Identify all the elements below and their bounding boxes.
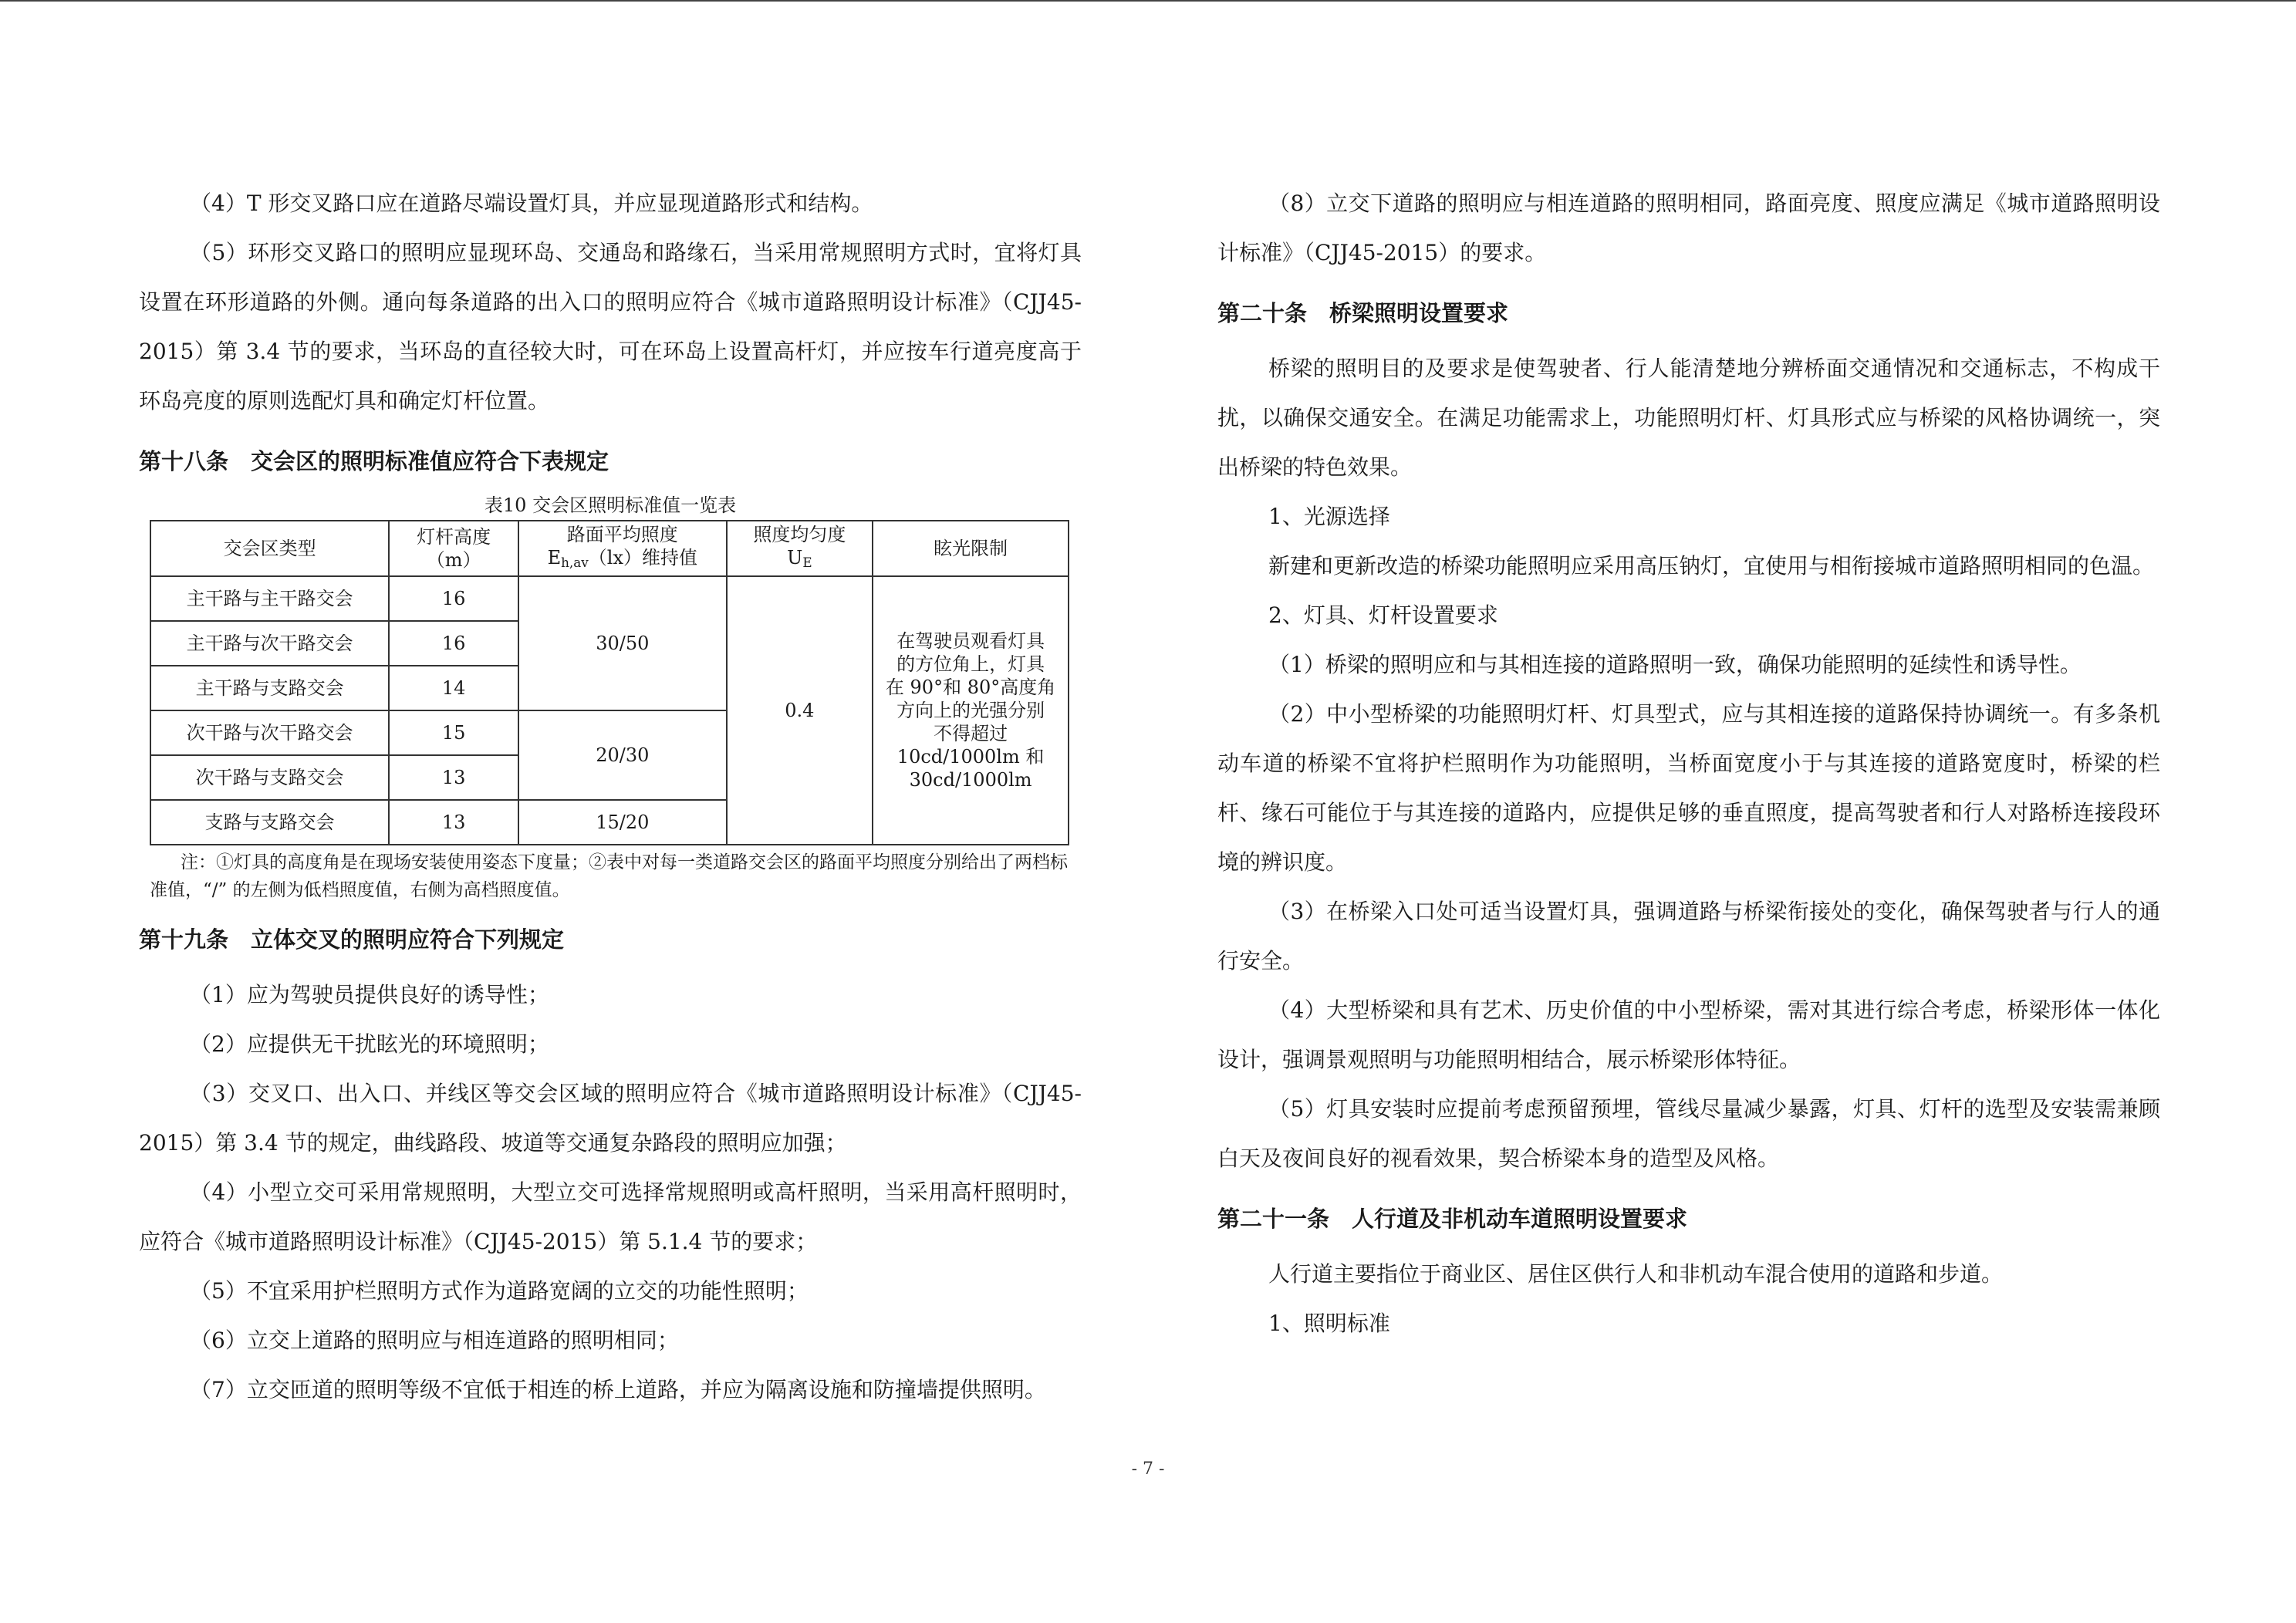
list-item: （3）在桥梁入口处可适当设置灯具，强调道路与桥梁衔接处的变化，确保驾驶者与行人的通行安全。 <box>1217 899 2160 973</box>
paragraph-underpass: （8）立交下道路的照明应与相连道路的照明相同，路面亮度、照度应满足《城市道路照明设计标准》（CJJ45-2015）的要求。 <box>1217 191 2160 265</box>
list-item: （5）不宜采用护栏照明方式作为道路宽阔的立交的功能性照明； <box>190 1278 809 1304</box>
list-item: （7）立交匝道的照明等级不宜低于相连的桥上道路，并应为隔离设施和防撞墙提供照明。 <box>190 1377 1046 1402</box>
heading-article-19: 第十九条 立体交叉的照明应符合下列规定 <box>139 926 565 953</box>
table-note: 注：①灯具的高度角是在现场安装使用姿态下度量；②表中对每一类道路交会区的路面平均照度分别给出了两档标准值，“/” 的左侧为低档照度值，右侧为高档照度值。 <box>150 852 1068 900</box>
paragraph-bridge-purpose: 桥梁的照明目的及要求是使驾驶者、行人能清楚地分辨桥面交通情况和交通标志，不构成干扰，以确保交通安全。在满足功能需求上，功能照明灯杆、灯具形式应与桥梁的风格协调统一，突出桥梁的特色效果。 <box>1217 356 2160 480</box>
cell-illuminance: 20/30 <box>518 710 727 800</box>
header-type: 交会区类型 <box>150 521 389 576</box>
cell-height: 16 <box>389 576 518 621</box>
cell-height: 13 <box>389 800 518 845</box>
header-uniformity: 照度均匀度 $U_E$ <box>727 521 873 576</box>
cell-height: 14 <box>389 666 518 710</box>
subheading-light-source: 1、光源选择 <box>1268 504 1390 529</box>
heading-article-21: 第二十一条 人行道及非机动车道照明设置要求 <box>1217 1206 1688 1232</box>
table-row <box>150 576 1069 621</box>
cell-height: 13 <box>389 755 518 800</box>
paragraph-light-source: 新建和更新改造的桥梁功能照明应采用高压钠灯，宜使用与相衔接城市道路照明相同的色温。 <box>1268 553 2155 579</box>
table-caption: 表10 交会区照明标准值一览表 <box>484 494 737 516</box>
list-item: （2）中小型桥梁的功能照明灯杆、灯具型式，应与其相连接的道路保持协调统一。有多条机动车道的桥梁不宜将护栏照明作为功能照明，当桥面宽度小于与其连接的道路宽度时，桥梁的栏杆、缘石可能位于与其连接的道路内，应提供足够的垂直照度，提高驾驶者和行人对路桥连接段环境的辨识度。 <box>1217 701 2160 875</box>
header-pole-height: 灯杆高度 （m） <box>389 521 518 576</box>
left-column <box>139 179 1082 1415</box>
list-item: （5）灯具安装时应提前考虑预留预埋，管线尽量减少暴露，灯具、灯杆的选型及安装需兼顾白天及夜间良好的视看效果，契合桥梁本身的造型及风格。 <box>1217 1096 2160 1171</box>
header-avg-illuminance: 路面平均照度 $E_{h,av}(lx)$维持值 <box>518 521 727 576</box>
top-border-line <box>0 0 2296 2</box>
cell-glare: 在驾驶员观看灯具 的方位角上，灯具 在 90°和 80°高度角 方向上的光强分别 不得超过 10cd/1000lm 和 30cd/1000lm <box>873 576 1069 845</box>
list-item: （6）立交上道路的照明应与相连道路的照明相同； <box>190 1328 679 1353</box>
page-number: - 7 - <box>1131 1459 1165 1479</box>
cell-height: 15 <box>389 710 518 755</box>
cell-type: 支路与支路交会 <box>150 800 389 845</box>
cell-uniformity: 0.4 <box>727 576 873 845</box>
cell-type: 主干路与主干路交会 <box>150 576 389 621</box>
intersection-lighting-table <box>150 520 1069 845</box>
list-item: （1）应为驾驶员提供良好的诱导性； <box>190 982 549 1007</box>
cell-type: 主干路与次干路交会 <box>150 621 389 666</box>
cell-type: 次干路与次干路交会 <box>150 710 389 755</box>
list-item: （4）大型桥梁和具有艺术、历史价值的中小型桥梁，需对其进行综合考虑，桥梁形体一体化设计，强调景观照明与功能照明相结合，展示桥梁形体特征。 <box>1217 997 2160 1072</box>
cell-type: 主干路与支路交会 <box>150 666 389 710</box>
paragraph-walkway: 人行道主要指位于商业区、居住区供行人和非机动车混合使用的道路和步道。 <box>1268 1261 2004 1287</box>
heading-article-18: 第十八条 交会区的照明标准值应符合下表规定 <box>139 448 609 474</box>
table-header-row <box>150 521 1069 576</box>
list-item: （2）应提供无干扰眩光的环境照明； <box>190 1031 549 1057</box>
right-column <box>1217 179 2160 1348</box>
list-item: （3）交叉口、出入口、并线区等交会区域的照明应符合《城市道路照明设计标准》（CJJ45-2015）第 3.4 节的规定，曲线路段、坡道等交通复杂路段的照明应加强； <box>139 1081 1082 1156</box>
cell-illuminance: 30/50 <box>518 576 727 710</box>
cell-height: 16 <box>389 621 518 666</box>
cell-illuminance: 15/20 <box>518 800 727 845</box>
cell-type: 次干路与支路交会 <box>150 755 389 800</box>
list-item: （4）小型立交可采用常规照明，大型立交可选择常规照明或高杆照明，当采用高杆照明时，应符合《城市道路照明设计标准》（CJJ45-2015）第 5.1.4 节的要求； <box>139 1179 1082 1254</box>
heading-article-20: 第二十条 桥梁照明设置要求 <box>1217 300 1509 326</box>
subheading-fixture-pole: 2、灯具、灯杆设置要求 <box>1268 602 1498 628</box>
list-item: （1）桥梁的照明应和与其相连接的道路照明一致，确保功能照明的延续性和诱导性。 <box>1268 652 2082 677</box>
paragraph-t-intersection: （4）T 形交叉路口应在道路尽端设置灯具，并应显现道路形式和结构。 <box>190 191 873 216</box>
paragraph-roundabout: （5）环形交叉路口的照明应显现环岛、交通岛和路缘石，当采用常规照明方式时，宜将灯具设置在环形道路的外侧。通向每条道路的出入口的照明应符合《城市道路照明设计标准》（CJJ45-2015）第 3.4 节的要求，当环岛的直径较大时，可在环岛上设置高杆灯，并应按车行道亮度高于环岛亮度的原则选配灯具和确定灯杆位置。 <box>139 240 1082 413</box>
header-glare: 眩光限制 <box>873 521 1069 576</box>
subheading-lighting-standard: 1、照明标准 <box>1268 1311 1390 1336</box>
